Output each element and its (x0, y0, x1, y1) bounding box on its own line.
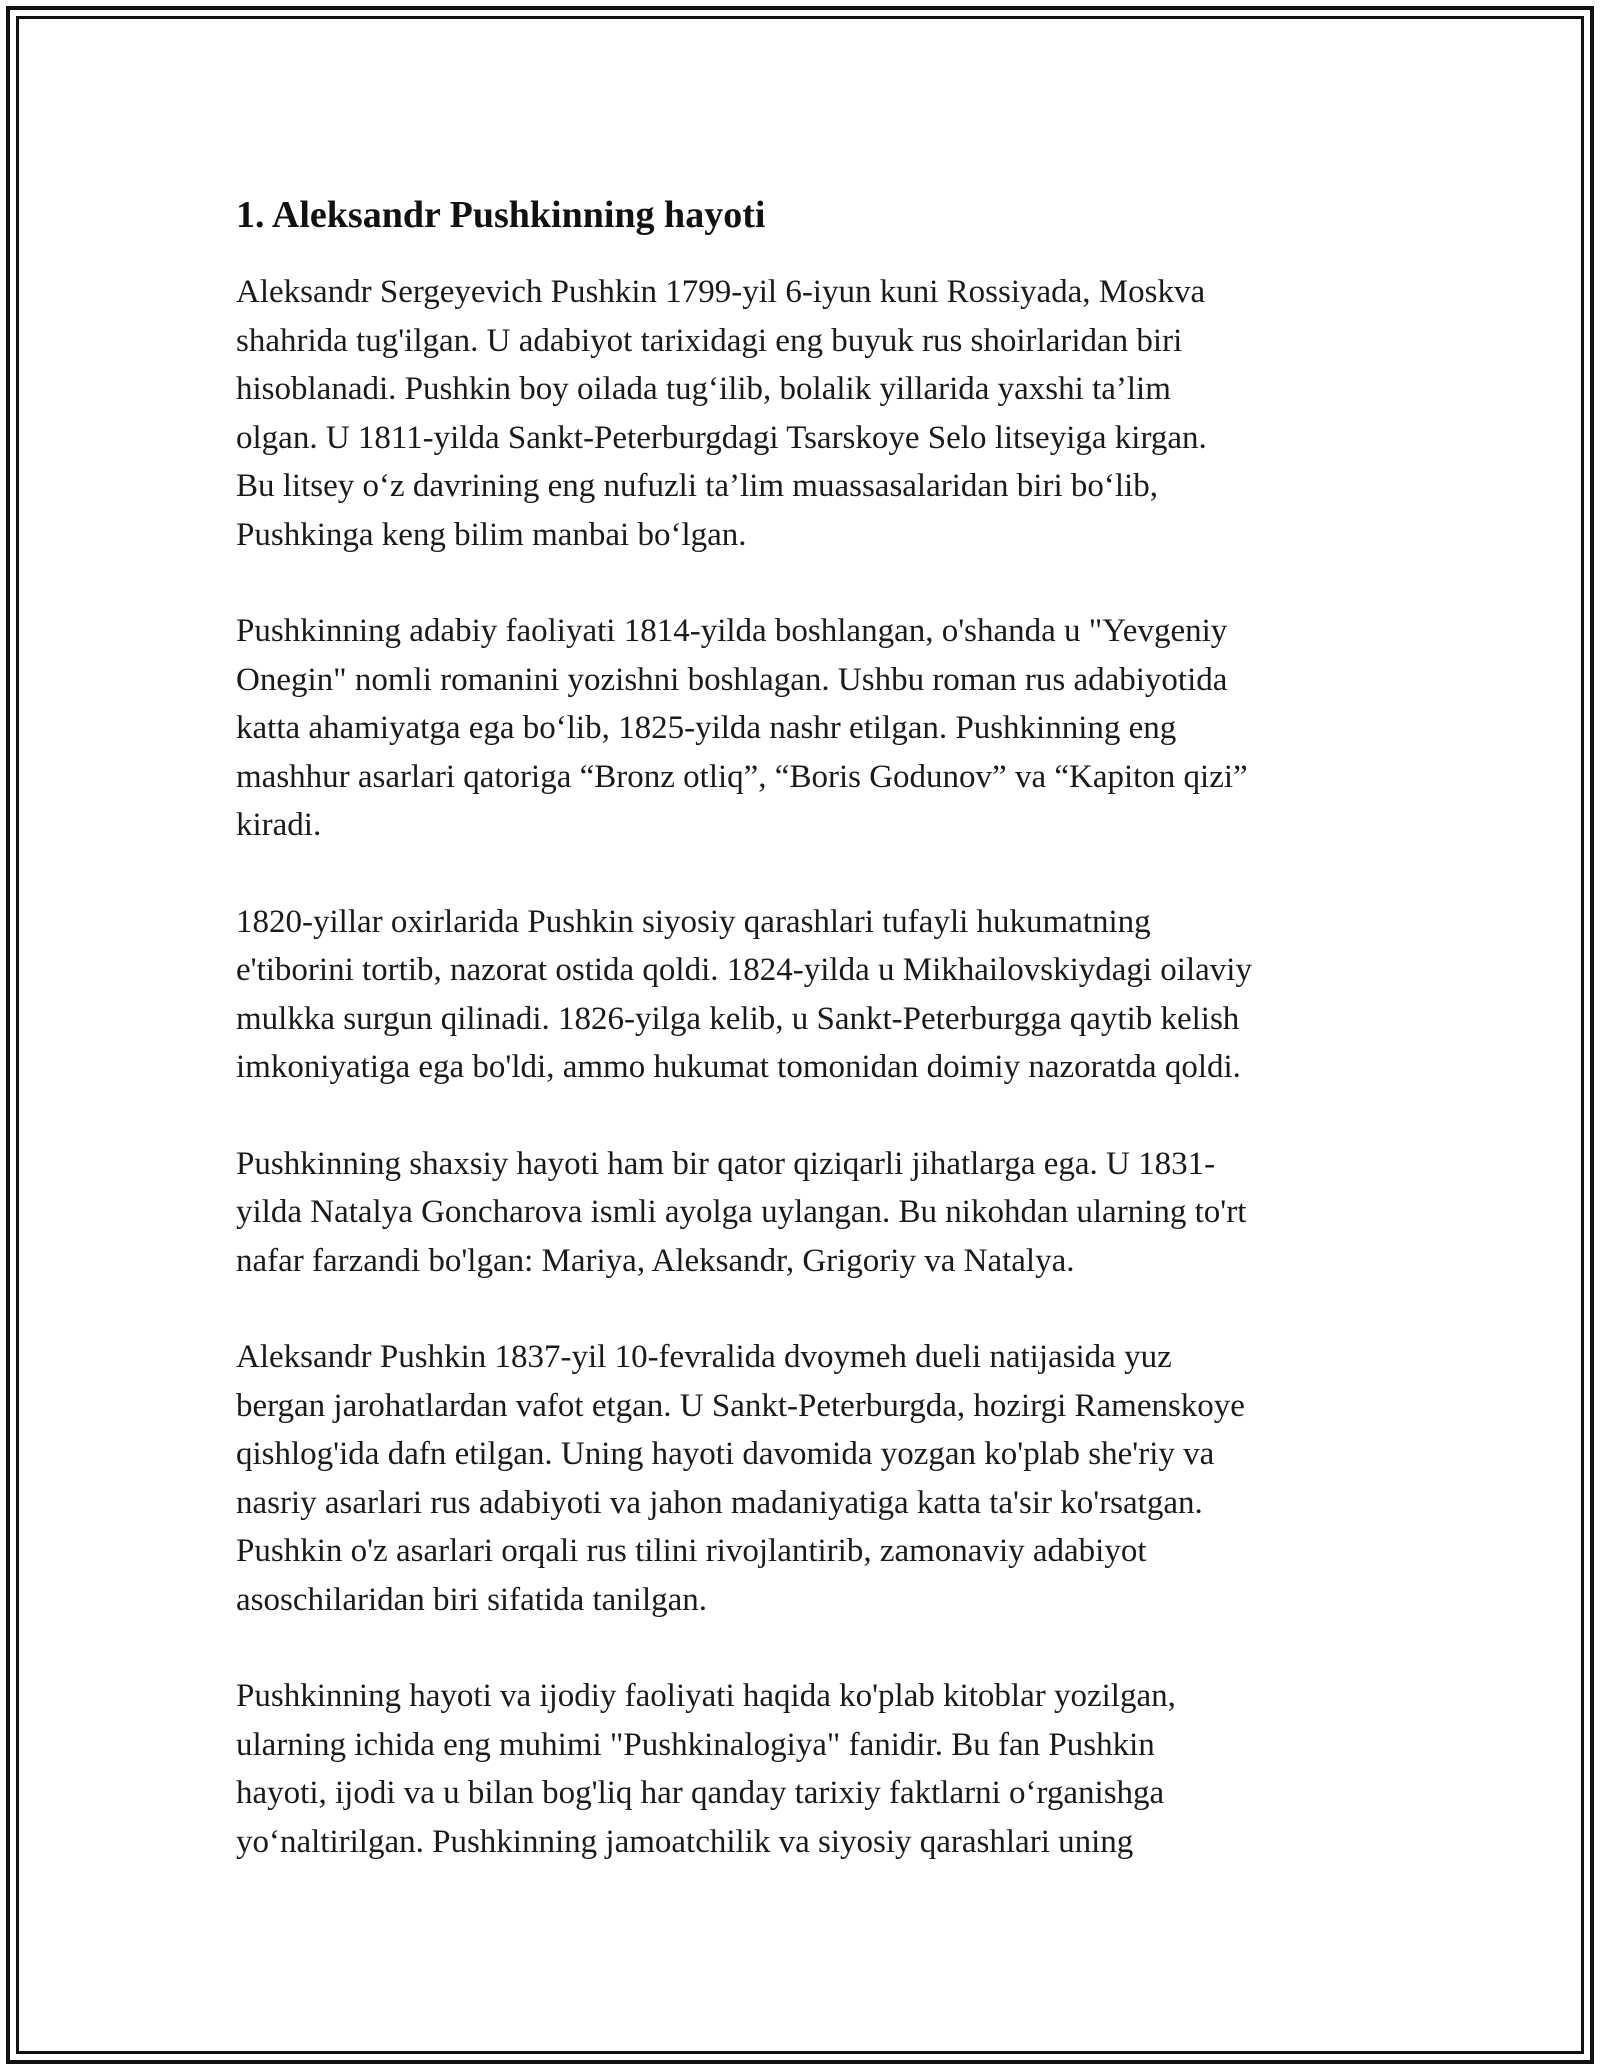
paragraph-line: bergan jarohatlardan vafot etgan. U Sankt-Peterburgda, hozirgi Ramenskoye (236, 1387, 1245, 1424)
paragraph-line: Pushkinning hayoti va ijodiy faoliyati haqida ko'plab kitoblar yozilgan, (236, 1678, 1176, 1714)
paragraph-line: kiradi. (236, 807, 322, 843)
paragraph-line: mashhur asarlari qatoriga “Bronz otliq”, “Boris Godunov” va “Kapiton qizi” (236, 758, 1248, 795)
paragraph-literary-work (236, 607, 1376, 850)
paragraph-line: hisoblanadi. Pushkin boy oilada tug‘ilib, bolalik yillarida yaxshi ta’lim (236, 371, 1171, 407)
paragraph-personal-life (236, 1140, 1376, 1286)
paragraph-line: olgan. U 1811-yilda Sankt-Peterburgdagi Tsarskoye Selo litseyiga kirgan. (236, 419, 1207, 456)
paragraph-pushkinology (236, 1672, 1376, 1866)
paragraph-line: yilda Natalya Goncharova ismli ayolga uylangan. Bu nikohdan ularning to'rt (236, 1194, 1247, 1230)
paragraph-line: Aleksandr Sergeyevich Pushkin 1799-yil 6-iyun kuni Rossiyada, Moskva (236, 274, 1206, 310)
paragraph-line: mulkka surgun qilinadi. 1826-yilga kelib, u Sankt-Peterburgga qaytib kelish (236, 1000, 1240, 1037)
paragraph-line: Pushkinning shaxsiy hayoti ham bir qator qiziqarli jihatlarga ega. U 1831- (236, 1145, 1216, 1182)
paragraph-exile (236, 898, 1376, 1092)
paragraph-line: shahrida tug'ilgan. U adabiyot tarixidagi eng buyuk rus shoirlaridan biri (236, 322, 1183, 359)
paragraph-line: hayoti, ijodi va u bilan bog'liq har qanday tarixiy faktlarni o‘rganishga (236, 1775, 1165, 1811)
paragraph-line: yo‘naltirilgan. Pushkinning jamoatchilik va siyosiy qarashlari uning (236, 1823, 1134, 1860)
paragraph-line: nasriy asarlari rus adabiyoti va jahon madaniyatiga katta ta'sir ko'rsatgan. (236, 1484, 1203, 1521)
paragraph-line: asoschilaridan biri sifatida tanilgan. (236, 1581, 708, 1618)
paragraph-line: Pushkinga keng bilim manbai bo‘lgan. (236, 516, 747, 553)
paragraph-line: qishlog'ida dafn etilgan. Uning hayoti davomida yozgan ko'plab she'riy va (236, 1436, 1215, 1472)
paragraph-line: imkoniyatiga ega bo'ldi, ammo hukumat tomonidan doimiy nazoratda qoldi. (236, 1049, 1241, 1085)
section-heading: 1. Aleksandr Pushkinning hayoti (236, 194, 766, 236)
paragraph-line: katta ahamiyatga ega bo‘lib, 1825-yilda nashr etilgan. Pushkinning eng (236, 710, 1177, 746)
paragraph-line: Bu litsey o‘z davrining eng nufuzli ta’lim muassasalaridan biri bo‘lib, (236, 468, 1158, 504)
paragraph-line: Pushkin o'z asarlari orqali rus tilini rivojlantirib, zamonaviy adabiyot (236, 1533, 1147, 1569)
paragraph-line: nafar farzandi bo'lgan: Mariya, Aleksandr, Grigoriy va Natalya. (236, 1242, 1075, 1279)
document-body (236, 186, 1376, 1914)
paragraph-line: Aleksandr Pushkin 1837-yil 10-fevralida dvoymeh dueli natijasida yuz (236, 1339, 1172, 1375)
paragraph-early-life (236, 268, 1376, 559)
paragraph-line: Onegin" nomli romanini yozishni boshlagan. Ushbu roman rus adabiyotida (236, 661, 1228, 698)
paragraph-line: Pushkinning adabiy faoliyati 1814-yilda boshlangan, o'shanda u "Yevgeniy (236, 613, 1228, 649)
paragraph-death-legacy (236, 1333, 1376, 1624)
paragraph-line: e'tiborini tortib, nazorat ostida qoldi. 1824-yilda u Mikhailovskiydagi oilaviy (236, 952, 1252, 988)
paragraph-line: ularning ichida eng muhimi "Pushkinalogiya" fanidir. Bu fan Pushkin (236, 1726, 1155, 1763)
paragraph-line: 1820-yillar oxirlarida Pushkin siyosiy qarashlari tufayli hukumatning (236, 903, 1151, 940)
